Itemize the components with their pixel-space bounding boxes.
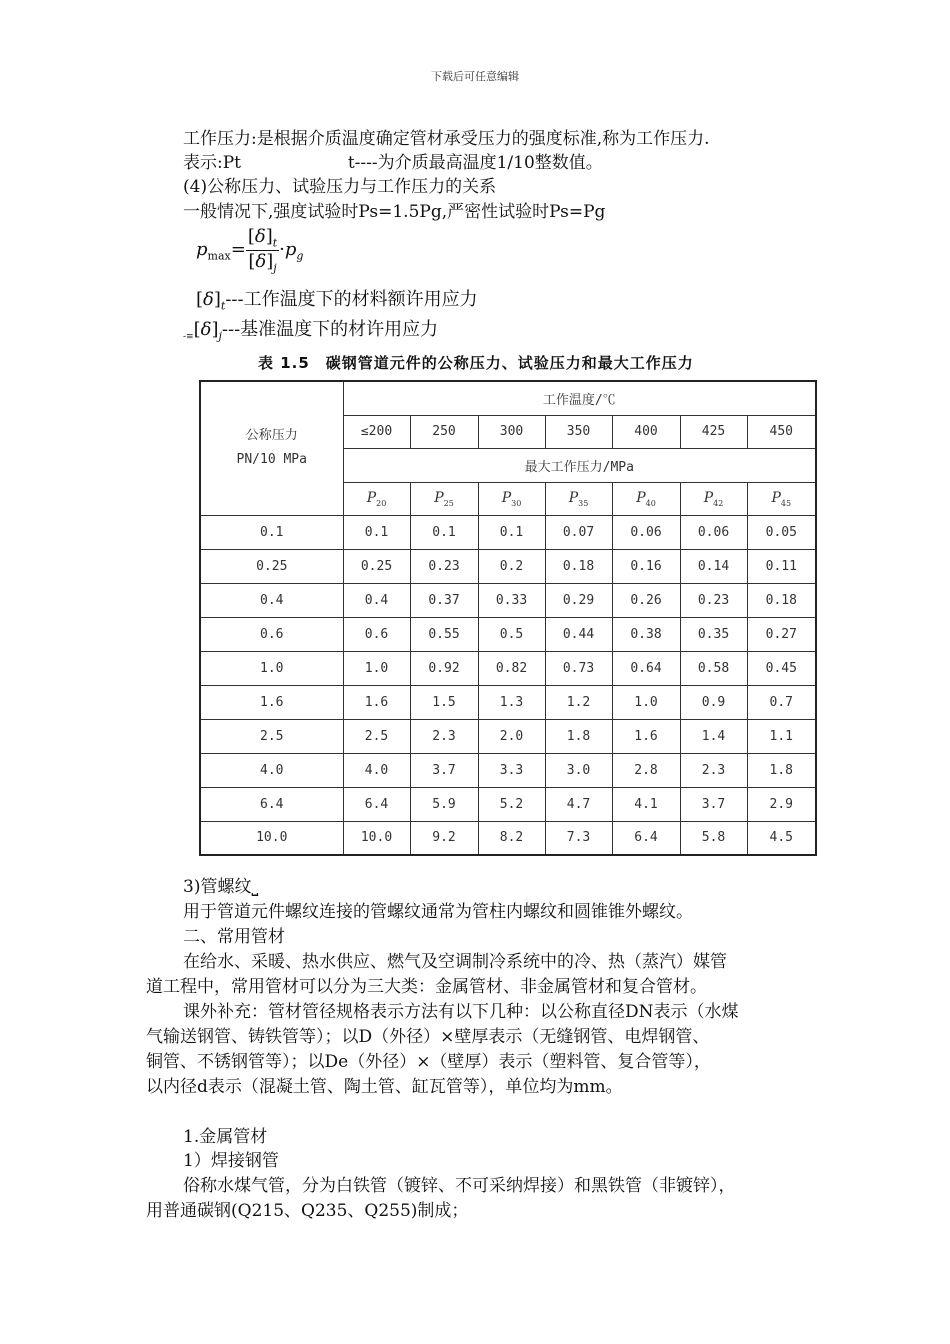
pressure-value-cell: 0.45: [747, 651, 816, 685]
work-pressure-definition: 工作压力:是根据介质温度确定管材承受压力的强度标准,称为工作压力.: [183, 129, 710, 149]
pressure-value-cell: 1.0: [612, 685, 680, 719]
pressure-value-cell: 0.29: [545, 583, 612, 617]
para2-line4: 以内径d表示（混凝土管、陶土管、缸瓦管等），单位均为mm。: [146, 1077, 623, 1097]
temp-cell: ≤200: [343, 415, 410, 448]
para1-line1: 在给水、采暖、热水供应、燃气及空调制冷系统中的冷、热（蒸汽）媒管: [183, 952, 727, 972]
pressure-value-cell: 5.8: [680, 821, 747, 855]
pressure-value-cell: 0.4: [343, 583, 410, 617]
pressure-value-cell: 0.11: [747, 549, 816, 583]
table-row: [200, 787, 816, 821]
p-symbol: P: [501, 489, 512, 506]
pn-value-cell: 0.4: [200, 583, 343, 617]
thread-description: 用于管道元件螺纹连接的管螺纹通常为管柱内螺纹和圆锥锥外螺纹。: [183, 902, 693, 922]
pressure-value-cell: 4.1: [612, 787, 680, 821]
pressure-value-cell: 2.5: [343, 719, 410, 753]
temp-cell: 350: [545, 415, 612, 448]
para2-line1: 课外补充：管材管径规格表示方法有以下几种：以公称直径DN表示（水煤: [183, 1002, 739, 1022]
pressure-value-cell: 0.1: [343, 515, 410, 549]
thread-mark: ⎵: [251, 877, 259, 897]
pressure-value-cell: 0.58: [680, 651, 747, 685]
table-row: [200, 617, 816, 651]
pressure-value-cell: 0.7: [747, 685, 816, 719]
pn-value-cell: 0.25: [200, 549, 343, 583]
para2-line3: 铜管、不锈钢管等）；以De（外径）×（壁厚）表示（塑料管、复合管等），: [146, 1052, 711, 1072]
pressure-value-cell: 0.64: [612, 651, 680, 685]
pressure-value-cell: 4.7: [545, 787, 612, 821]
pressure-value-cell: 1.5: [410, 685, 478, 719]
formula-dot: ·: [279, 239, 285, 261]
max-pressure-header: 最大工作压力/MPa: [343, 448, 816, 482]
p-symbol: P: [703, 489, 714, 506]
formula-t-subscript: t: [272, 236, 278, 250]
p-symbol-subscript: 25: [443, 498, 454, 508]
pressure-value-cell: 4.0: [343, 753, 410, 787]
def-j-subscript: j: [218, 329, 222, 343]
p-symbol-cell: [478, 482, 545, 515]
pressure-value-cell: 9.2: [410, 821, 478, 855]
pressure-value-cell: 3.7: [410, 753, 478, 787]
pressure-value-cell: 8.2: [478, 821, 545, 855]
p-symbol-cell: [680, 482, 747, 515]
general-case-text: 一般情况下,强度试验时Ps=1.5Pg,严密性试验时Ps=Pg: [183, 202, 606, 222]
def-t-delta: δ: [203, 289, 214, 310]
p-symbol-cell: [747, 482, 816, 515]
pressure-value-cell: 3.3: [478, 753, 545, 787]
pressure-value-cell: 0.1: [410, 515, 478, 549]
pressure-value-cell: 0.1: [478, 515, 545, 549]
table-row: [200, 719, 816, 753]
pressure-value-cell: 0.14: [680, 549, 747, 583]
pn-label-unit: PN/10 MPa: [236, 452, 307, 468]
pressure-value-cell: 0.92: [410, 651, 478, 685]
p-symbol-subscript: 20: [376, 498, 387, 508]
page-header-note: 下载后可任意编辑: [431, 70, 519, 83]
temperature-header: 工作温度/℃: [343, 381, 816, 415]
welded-pipe-heading: 1）焊接钢管: [183, 1151, 279, 1171]
pn-value-cell: 4.0: [200, 753, 343, 787]
p-symbol-subscript: 45: [780, 498, 792, 508]
pressure-value-cell: 0.18: [747, 583, 816, 617]
pressure-value-cell: 7.3: [545, 821, 612, 855]
pressure-table: [199, 380, 817, 856]
p-symbol-cell: [410, 482, 478, 515]
table-caption: 表 1.5 碳钢管道元件的公称压力、试验压力和最大工作压力: [258, 354, 694, 372]
pressure-value-cell: 0.2: [478, 549, 545, 583]
pn-label-nominal: 公称压力: [245, 428, 298, 444]
p-symbol: P: [568, 489, 579, 506]
table-row: [200, 549, 816, 583]
pressure-value-cell: 2.0: [478, 719, 545, 753]
pn-value-cell: 6.4: [200, 787, 343, 821]
para2-line2: 气输送钢管、铸铁管等）；以D（外径）×壁厚表示（无缝钢管、电焊钢管、: [146, 1027, 710, 1047]
p-symbol: P: [366, 489, 377, 506]
formula-j-subscript: j: [273, 261, 277, 275]
pressure-value-cell: 10.0: [343, 821, 410, 855]
pressure-value-cell: 6.4: [343, 787, 410, 821]
temp-cell: 250: [410, 415, 478, 448]
table-row: [200, 515, 816, 549]
definition-t: $[\delta]_t---$工作温度下的材料额许用应力: [196, 289, 478, 313]
table-row: [200, 685, 816, 719]
formula-max-subscript: max: [207, 249, 231, 263]
p-symbol-cell: [612, 482, 680, 515]
para1-line2: 道工程中，常用管材可以分为三大类：金属管材、非金属管材和复合管材。: [146, 977, 707, 997]
para3-line1: 俗称水煤气管，分为白铁管（镀锌、不可采纳焊接）和黑铁管（非镀锌），: [183, 1176, 736, 1196]
pressure-value-cell: 1.3: [478, 685, 545, 719]
p-symbol: P: [434, 489, 444, 506]
pressure-value-cell: 0.73: [545, 651, 612, 685]
pn-value-cell: 0.1: [200, 515, 343, 549]
pressure-value-cell: 4.5: [747, 821, 816, 855]
relation-heading: (4)公称压力、试验压力与工作压力的关系: [183, 177, 497, 197]
pressure-value-cell: 5.9: [410, 787, 478, 821]
formula-g-subscript: g: [296, 249, 304, 263]
pressure-value-cell: 1.6: [343, 685, 410, 719]
def-j-description: 基准温度下的材许用应力: [240, 319, 439, 340]
pn-value-cell: 1.0: [200, 651, 343, 685]
pressure-value-cell: 3.0: [545, 753, 612, 787]
pressure-value-cell: 2.3: [680, 753, 747, 787]
formula-delta-den: δ: [255, 250, 267, 272]
pressure-value-cell: 0.27: [747, 617, 816, 651]
metal-pipes-heading: 1.金属管材: [183, 1127, 268, 1147]
table-row: [200, 753, 816, 787]
temp-cell: 425: [680, 415, 747, 448]
p-symbol-cell: [545, 482, 612, 515]
formula-equals: =: [230, 239, 246, 261]
def-j-prefix-mark: -≡: [183, 332, 194, 342]
pressure-value-cell: 0.16: [612, 549, 680, 583]
pressure-value-cell: 1.0: [343, 651, 410, 685]
pn-value-cell: 1.6: [200, 685, 343, 719]
para3-line2: 用普通碳钢(Q215、Q235、Q255)制成；: [146, 1201, 469, 1221]
pn-header-cell: [200, 381, 343, 515]
formula-delta-num: δ: [254, 226, 266, 247]
pressure-value-cell: 0.35: [680, 617, 747, 651]
pressure-value-cell: 1.2: [545, 685, 612, 719]
pressure-value-cell: 3.7: [680, 787, 747, 821]
pressure-value-cell: 1.8: [747, 753, 816, 787]
formula-fraction: $\frac{[\delta]_t}{[\delta]_j}$: [247, 226, 278, 275]
max-pressure-formula: [196, 226, 303, 274]
temp-cell: 400: [612, 415, 680, 448]
pressure-value-cell: 0.06: [612, 515, 680, 549]
pressure-value-cell: 0.44: [545, 617, 612, 651]
temp-cell: 300: [478, 415, 545, 448]
def-t-description: 工作温度下的材料额许用应力: [243, 289, 478, 310]
pn-value-cell: 10.0: [200, 821, 343, 855]
table-row: [200, 821, 816, 855]
notation-description: t----为介质最高温度1/10整数值。: [347, 153, 603, 173]
def-j-delta: δ: [200, 319, 212, 340]
pn-value-cell: 0.6: [200, 617, 343, 651]
notation-label: 表示:Pt: [183, 153, 241, 173]
pn-value-cell: 2.5: [200, 719, 343, 753]
temp-cell: 450: [747, 415, 816, 448]
thread-heading-text: 3)管螺纹: [183, 877, 252, 897]
definition-j: $_{-\equiv}[\delta]_j---$基准温度下的材许用应力: [183, 319, 439, 343]
pressure-value-cell: 0.07: [545, 515, 612, 549]
pressure-value-cell: 0.25: [343, 549, 410, 583]
pressure-value-cell: 2.3: [410, 719, 478, 753]
pressure-value-cell: 2.8: [612, 753, 680, 787]
p-symbol-subscript: 35: [578, 498, 589, 508]
thread-heading: [183, 876, 258, 898]
pressure-value-cell: 0.38: [612, 617, 680, 651]
pressure-value-cell: 0.05: [747, 515, 816, 549]
p-symbol-subscript: 42: [713, 498, 724, 508]
pressure-value-cell: 0.5: [478, 617, 545, 651]
table-row: [200, 583, 816, 617]
pressure-value-cell: 0.9: [680, 685, 747, 719]
pressure-value-cell: 1.1: [747, 719, 816, 753]
pressure-value-cell: 0.23: [410, 549, 478, 583]
p-symbol: P: [771, 489, 781, 506]
pressure-value-cell: 0.26: [612, 583, 680, 617]
pressure-value-cell: 6.4: [612, 821, 680, 855]
pressure-value-cell: 0.55: [410, 617, 478, 651]
pressure-value-cell: 0.82: [478, 651, 545, 685]
pressure-value-cell: 1.8: [545, 719, 612, 753]
pressure-value-cell: 1.4: [680, 719, 747, 753]
def-t-dash: ---: [225, 289, 244, 310]
formula-p2: p: [284, 239, 297, 261]
pressure-value-cell: 0.18: [545, 549, 612, 583]
pressure-value-cell: 0.33: [478, 583, 545, 617]
pressure-value-cell: 2.9: [747, 787, 816, 821]
table-row: [200, 651, 816, 685]
def-t-subscript: t: [220, 299, 226, 313]
p-symbol-subscript: 30: [511, 498, 522, 508]
pressure-value-cell: 0.37: [410, 583, 478, 617]
pressure-value-cell: 0.06: [680, 515, 747, 549]
p-symbol-cell: [343, 482, 410, 515]
p-symbol-subscript: 40: [645, 498, 656, 508]
def-j-dash: ---: [221, 319, 241, 340]
pressure-value-cell: 1.6: [612, 719, 680, 753]
common-pipes-heading: 二、常用管材: [183, 927, 285, 947]
pressure-value-cell: 0.6: [343, 617, 410, 651]
pressure-value-cell: 5.2: [478, 787, 545, 821]
p-symbol: P: [636, 489, 646, 506]
notation-line: [183, 152, 603, 174]
pressure-value-cell: 0.23: [680, 583, 747, 617]
formula-p: p: [196, 239, 208, 261]
